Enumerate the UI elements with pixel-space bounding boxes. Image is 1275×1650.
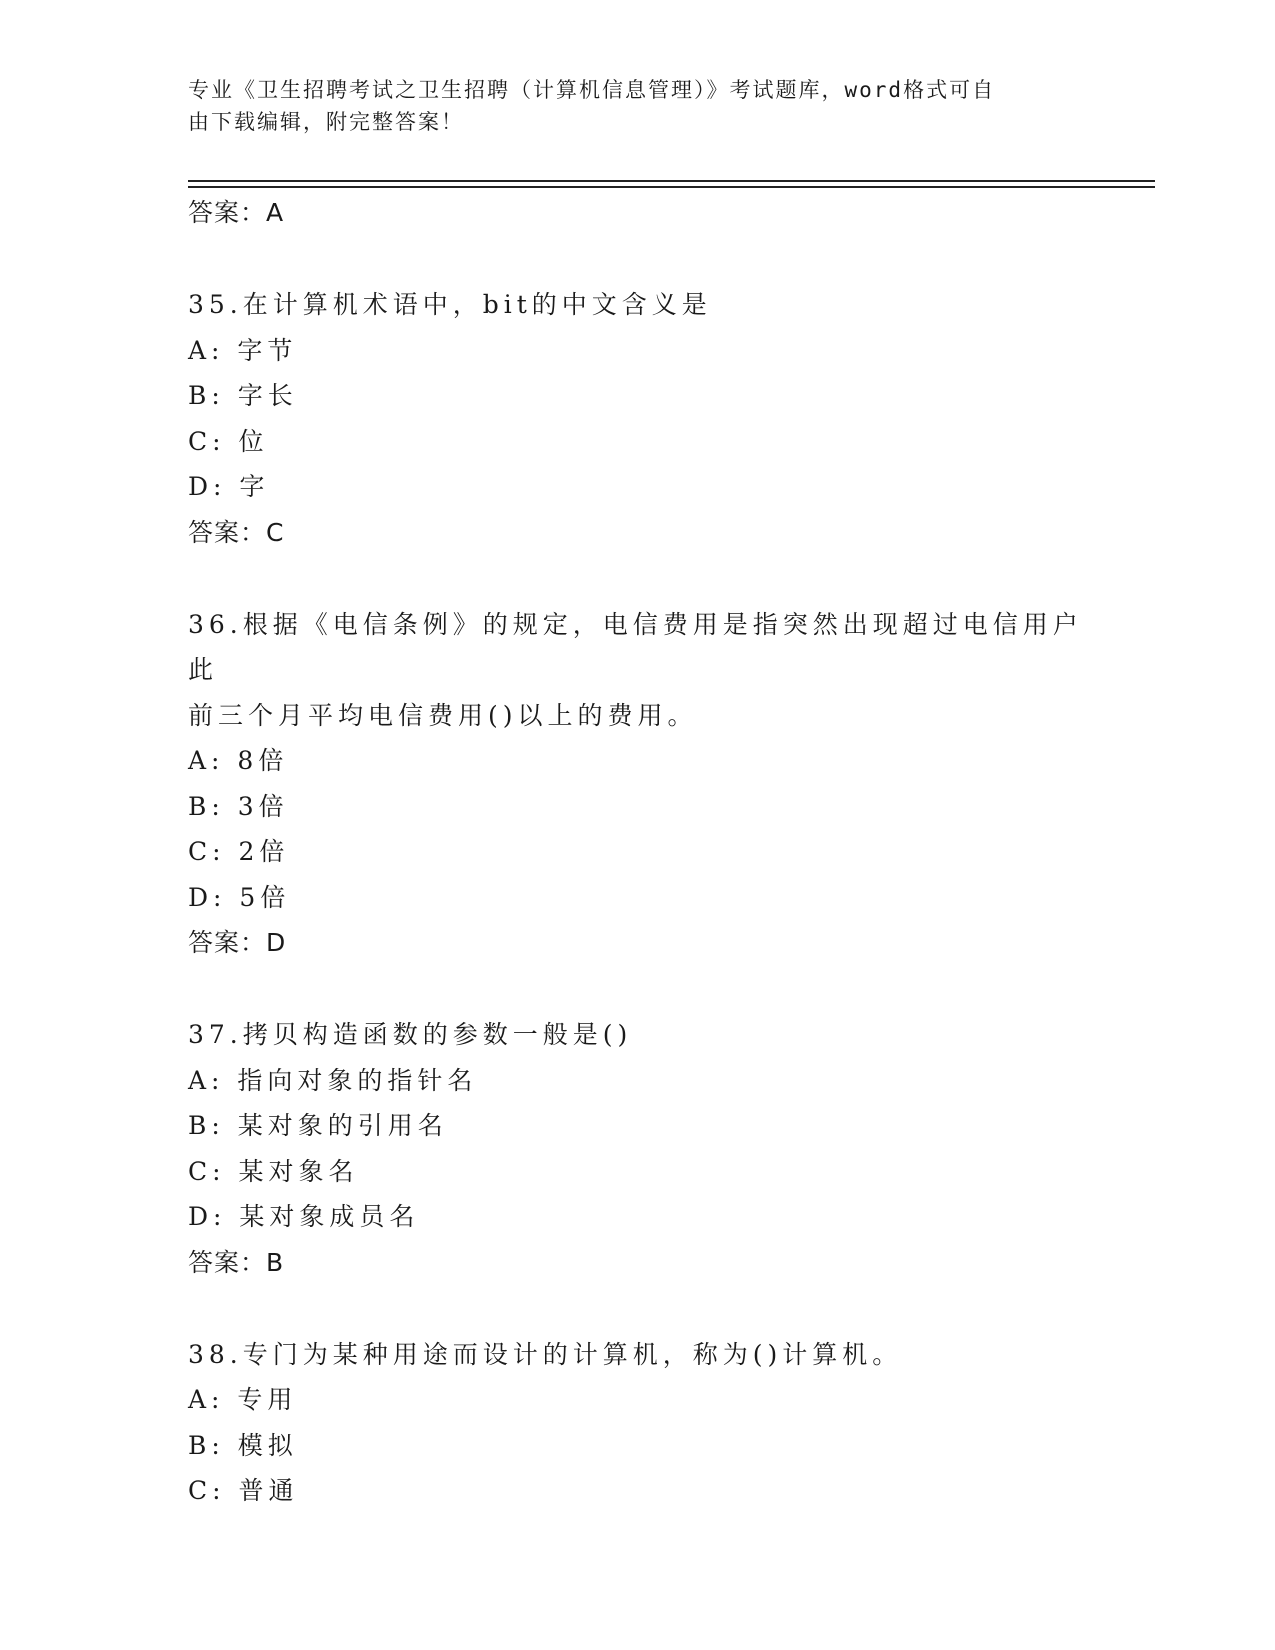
answer-label: 答案：B [188,1247,285,1277]
option-d: D: 字 [188,472,270,501]
option-a: A: 专用 [188,1385,298,1414]
answer-label: 答案：D [188,928,287,957]
header-divider-top [188,180,1155,182]
option-b: B: 3倍 [188,791,289,821]
option-a: A: 指向对象的指针名 [188,1065,478,1095]
option-d: D: 某对象成员名 [188,1202,420,1231]
question-38 [188,1332,1088,1514]
option-a: A: 8倍 [188,746,289,775]
option-c: C: 位 [188,426,269,456]
header-line-2: 由下载编辑，附完整答案！ [188,110,464,134]
question-stem-line-1: 36.根据《电信条例》的规定，电信费用是指突然出现超过电信用户此 [188,609,1083,684]
question-37 [188,1012,1088,1285]
option-b: B: 某对象的引用名 [188,1111,448,1140]
option-a: A: 字节 [188,335,298,365]
option-b: B: 字长 [188,381,298,410]
document-header [188,74,1088,138]
question-list [188,190,1088,1514]
option-c: C: 2倍 [188,837,290,866]
question-stem: 38.专门为某种用途而设计的计算机，称为()计算机。 [188,1339,903,1369]
question-36 [188,602,1088,966]
question-35 [188,282,1088,555]
answer-label: 答案：C [188,517,285,547]
option-c: C: 普通 [188,1476,299,1505]
option-d: D: 5倍 [188,882,291,912]
header-divider-bottom [188,186,1155,188]
answer-label: 答案：A [188,198,285,227]
question-stem: 37.拷贝构造函数的参数一般是() [188,1020,633,1049]
option-c: C: 某对象名 [188,1156,359,1186]
header-line-1: 专业《卫生招聘考试之卫生招聘（计算机信息管理）》考试题库，word格式可自 [188,78,996,102]
question-stem-line-2: 前三个月平均电信费用()以上的费用。 [188,700,698,730]
question-stem: 35.在计算机术语中，bit的中文含义是 [188,290,712,319]
option-b: B: 模拟 [188,1430,298,1460]
